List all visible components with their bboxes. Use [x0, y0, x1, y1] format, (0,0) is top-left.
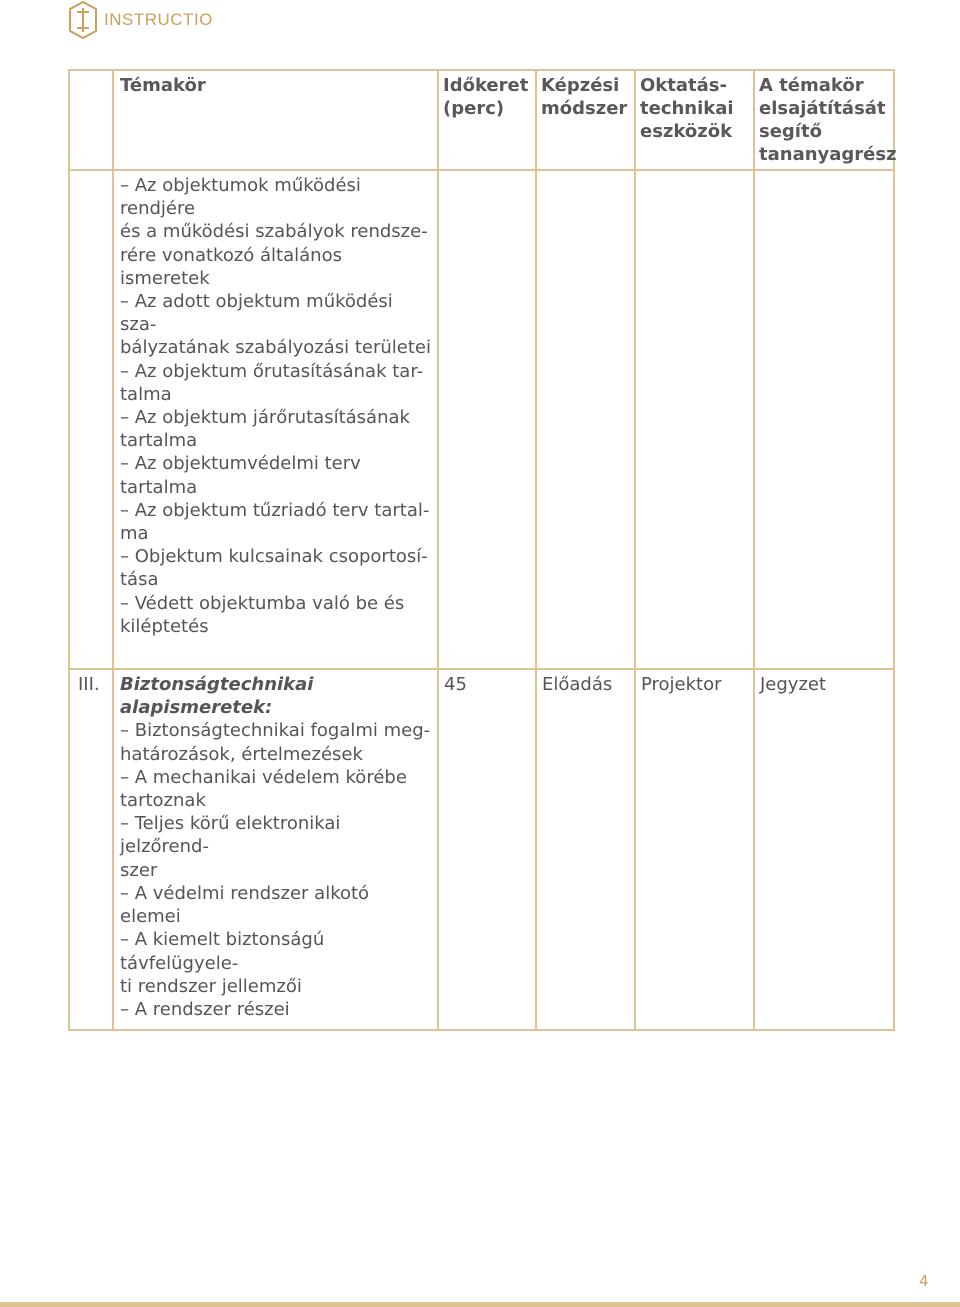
header-method: Képzési módszer — [536, 70, 635, 170]
topic-heading: Biztonságtechnikai alapismeretek: — [120, 674, 314, 719]
topic-cell — [113, 170, 438, 669]
topic-line: – Az objektum őrutasításának tar- — [120, 360, 424, 382]
row-number: III. — [69, 669, 113, 1030]
table-row — [69, 170, 894, 669]
footer-bar — [0, 1302, 960, 1307]
method-cell — [536, 170, 635, 669]
topic-line: – Védett objektumba való be és — [120, 592, 405, 614]
topic-line: – Teljes körű elektronikai jelzőrend- — [120, 813, 341, 858]
topic-line: – A kiemelt biztonságú távfelügyele- — [120, 929, 325, 974]
topic-line: – Az objektum járőrutasításának — [120, 407, 410, 429]
tools-cell — [635, 170, 754, 669]
topic-line: ma — [120, 523, 149, 545]
topic-line: – Az adott objektum működési sza- — [120, 291, 393, 336]
topic-line: tartalma — [120, 430, 198, 452]
material-cell — [754, 170, 894, 669]
page-number: 4 — [919, 1272, 929, 1290]
row-number — [69, 170, 113, 669]
brand-logo — [68, 0, 213, 40]
topic-line: – A védelmi rendszer alkotó elemei — [120, 882, 370, 928]
topic-cell — [113, 669, 438, 1030]
logo-text: INSTRUCTIO — [104, 10, 213, 29]
header-tools: Oktatás- technikai eszközök — [635, 70, 754, 170]
topic-line: – Az objektumvédelmi terv tartalma — [120, 453, 361, 498]
instructio-logo-icon — [68, 0, 98, 40]
table-header-row — [69, 70, 894, 170]
method-cell: Előadás — [536, 669, 635, 1030]
curriculum-table — [68, 69, 895, 1031]
time-cell: 45 — [438, 669, 536, 1030]
topic-line: – A mechanikai védelem körébe — [120, 766, 407, 788]
topic-line: – Biztonságtechnikai fogalmi meg- — [120, 720, 431, 742]
topic-line: – Az objektumok működési rendjére — [120, 175, 361, 220]
topic-line: – Az objektum tűzriadó terv tartal- — [120, 499, 430, 521]
topic-line: és a működési szabályok rendsze- — [120, 221, 428, 243]
topic-line: kiléptetés — [120, 615, 209, 637]
topic-line: – A rendszer részei — [120, 998, 290, 1020]
topic-line: tása — [120, 569, 159, 591]
topic-line: ti rendszer jellemzői — [120, 975, 302, 997]
table-row — [69, 669, 894, 1030]
time-cell — [438, 170, 536, 669]
material-cell: Jegyzet — [754, 669, 894, 1030]
topic-line: – Objektum kulcsainak csoportosí- — [120, 546, 428, 568]
topic-line: határozások, értelmezések — [120, 743, 363, 765]
header-time: Időkeret (perc) — [438, 70, 536, 170]
topic-line: rére vonatkozó általános ismeretek — [120, 244, 342, 289]
header-num — [69, 70, 113, 170]
header-topic: Témakör — [113, 70, 438, 170]
topic-line: bályzatának szabályozási területei — [120, 337, 431, 359]
topic-line: talma — [120, 383, 172, 405]
topic-line: szer — [120, 859, 158, 881]
tools-cell: Projektor — [635, 669, 754, 1030]
topic-line: tartoznak — [120, 790, 206, 812]
header-material: A témakör elsajátítását segítő tananyagrész — [754, 70, 894, 170]
